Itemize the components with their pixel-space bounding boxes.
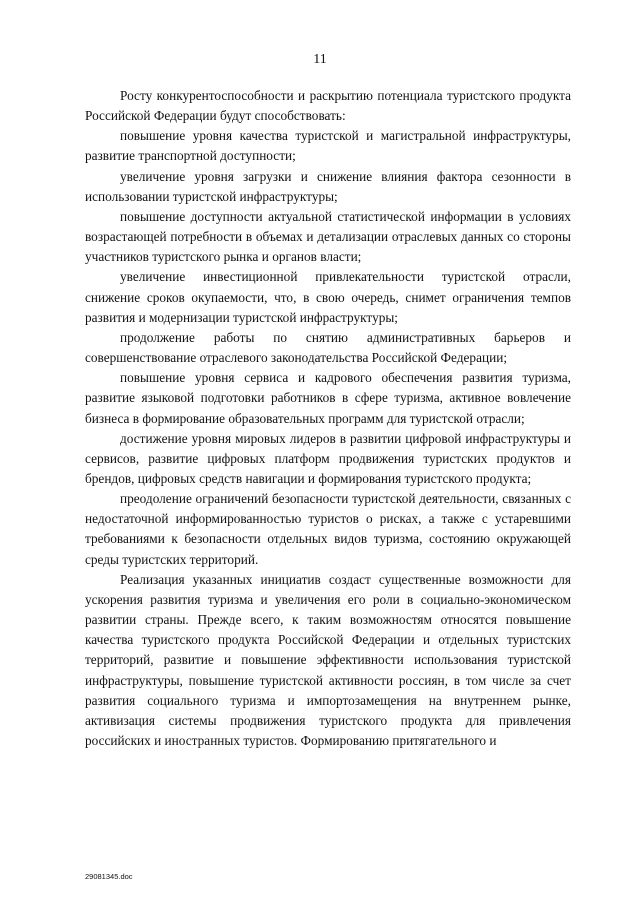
list-item-investment: увеличение инвестиционной привлекательности туристской отрасли, снижение сроков окупаемости, что, в свою очередь, снимет ограничения темпов развития и модернизации туристской инфраструктуры; <box>85 269 571 325</box>
paragraph-intro: Росту конкурентоспособности и раскрытию потенциала туристского продукта Российской Федерации будут способствовать: <box>85 88 571 124</box>
list-item-administrative-barriers: продолжение работы по снятию административных барьеров и совершенствование отраслевого законодательства Российской Федерации; <box>85 329 571 366</box>
document-body <box>85 86 571 751</box>
footer-document-code: 29081345.doc <box>85 872 133 881</box>
list-item-digital: достижение уровня мировых лидеров в развитии цифровой инфраструктуры и сервисов, развитие цифровых платформ продвижения туристских продуктов и брендов, цифровых средств навигации и формирования туристского продукта; <box>85 430 571 486</box>
page-number: 11 <box>313 52 327 67</box>
list-item-seasonality: увеличение уровня загрузки и снижение влияния фактора сезонности в использовании туристской инфраструктуры; <box>85 168 571 204</box>
list-item-statistics: повышение доступности актуальной статистической информации в условиях возрастающей потребности в объемах и детализации отраслевых данных со стороны участников туристского рынка и органов власти; <box>85 208 571 265</box>
paragraph-implementation: Реализация указанных инициатив создаст существенные возможности для ускорения развития туризма и увеличения его роли в социально-экономическом развитии страны. Прежде всего, к таким возможностям относятся повышение качества туристского продукта Российской Федерации и отдельных туристских территорий, развитие и повышение эффективности использования туристской инфраструктуры, повышение туристской активности россиян, в том числе за счет развития социального туризма и импортозамещения на внутреннем рынке, активизация системы продвижения туристского продукта для привлечения российских и иностранных туристов. Формированию притягательного и <box>85 571 571 748</box>
list-item-service-staffing: повышение уровня сервиса и кадрового обеспечения развития туризма, развитие языковой подготовки работников в сфере туризма, активное вовлечение бизнеса в формирование образовательных программ для туристской отрасли; <box>85 370 571 426</box>
list-item-infrastructure-quality: повышение уровня качества туристской и магистральной инфраструктуры, развитие транспортной доступности; <box>85 128 571 164</box>
list-item-safety: преодоление ограничений безопасности туристской деятельности, связанных с недостаточной информированностью туристов о рисках, а также с устаревшими требованиями к безопасности отдельных видов туризма, состоянию окружающей среды туристских территорий. <box>85 491 571 567</box>
